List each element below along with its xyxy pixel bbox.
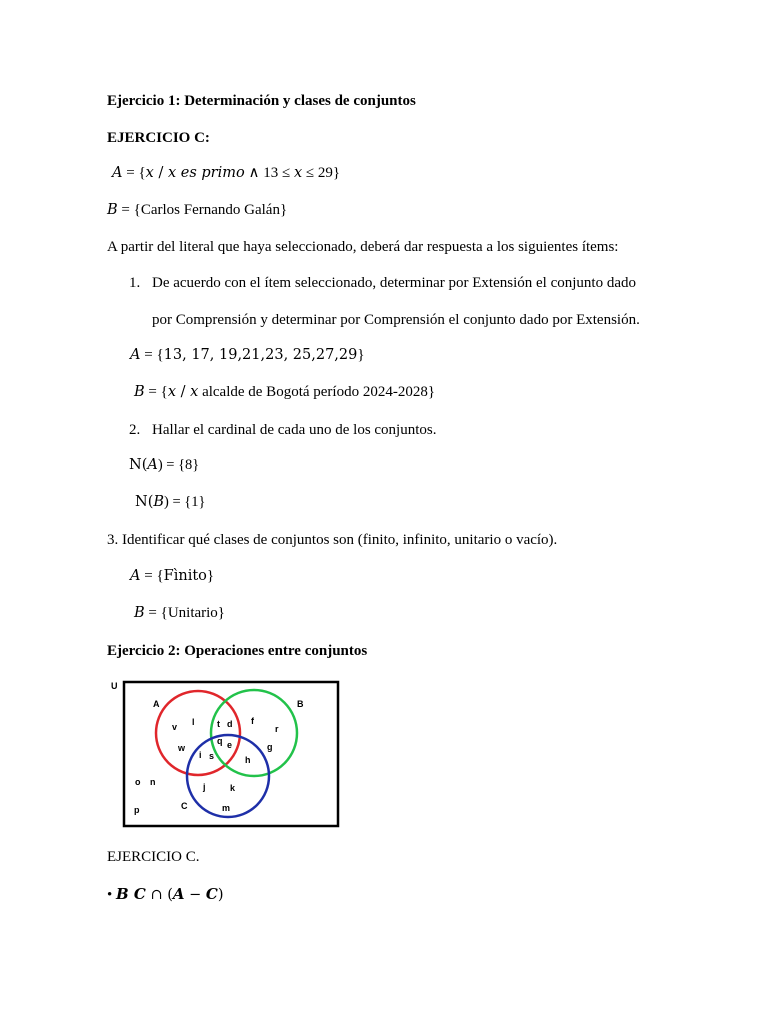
var-x: x [167,384,177,400]
set-b-content: = {Carlos Fernando Galán} [117,202,288,218]
element-w: w [178,743,186,753]
bullet: • [107,887,117,903]
element-t: t [217,719,220,729]
predicate-prime: es primo [176,165,245,181]
element-q: q [217,736,223,746]
element-r: r [275,724,279,734]
var-x: x [167,165,177,181]
expr-a: A [172,885,185,903]
instructions-text: A partir del literal que haya seleccionado, deberá dar respuesta a los siguientes ítems: [107,239,619,255]
answer-a-extension [130,346,365,364]
answer-b-comprehension [134,383,435,401]
set-a-label: A [153,699,160,709]
set-b-name: B [134,384,145,400]
element-o: o [135,777,141,787]
set-a-name: A [130,347,141,363]
universe-label: U [111,681,118,691]
set-b-predicate: alcalde de Bogotá período 2024-2028} [198,384,436,400]
set-c-label: C [181,801,188,811]
open-brace: = { [144,384,168,400]
exercise-1-subtitle: EJERCICIO C: [107,130,210,146]
set-a-values: 13, 17, 19,21,23, 25,27,29 [163,347,358,363]
set-b-circle [211,690,297,776]
exercise-2-subtitle: EJERCICIO C. [107,849,200,865]
set-a-open: = { [122,165,146,181]
expr-c: C [205,885,218,903]
element-l: l [192,717,195,727]
item-1-number: 1. [129,275,141,291]
element-p: p [134,805,140,815]
set-a-name: A [147,457,158,473]
set-a-circle [156,691,240,775]
slash: / [153,165,168,181]
var-x: x [145,165,154,181]
class-b-value: = {Unitario} [144,605,226,621]
element-f: f [251,716,254,726]
expr-lhs: B C [116,885,146,903]
condition: ∧ 13 ≤ [244,165,294,181]
class-b [134,604,225,622]
close-brace: } [206,568,215,584]
cardinal-b-value: ) = {1} [164,494,206,510]
class-a-value: Fìnito [163,568,207,584]
set-b-label: B [297,699,304,709]
element-j: j [203,782,206,792]
element-h: h [245,755,251,765]
cardinal-b [135,493,205,511]
element-s: s [209,751,215,761]
element-n: n [150,777,156,787]
venn-diagram [106,676,346,832]
element-v: v [172,722,178,732]
class-a [130,567,214,585]
element-k: k [230,783,236,793]
set-b-name: B [153,494,165,510]
element-m: m [222,803,231,813]
item-1-line-2: por Comprensión y determinar por Comprensión el conjunto dado por Extensión. [152,312,640,328]
item-2-text: Hallar el cardinal de cada uno de los conjuntos. [152,422,437,438]
exercise-1-title: Ejercicio 1: Determinación y clases de conjuntos [107,93,416,109]
condition-end: ≤ 29} [302,165,341,181]
expr-minus: − [184,887,206,903]
var-x: x [190,384,199,400]
cardinal-prefix: N( [135,494,154,510]
cardinal-a-value: ) = {8} [157,457,200,473]
open-brace: = { [140,347,164,363]
expr-intersection: ∩ ( [145,887,173,903]
item-2-number: 2. [129,422,141,438]
close-brace: } [357,347,365,363]
set-a-name: A [130,568,141,584]
exercise-2-title: Ejercicio 2: Operaciones entre conjuntos [107,643,368,659]
cardinal-prefix: N( [129,457,148,473]
set-a-definition [112,164,340,182]
set-b-name: B [134,605,145,621]
set-b-definition [107,201,287,219]
set-expression [107,885,224,904]
expr-close: ) [217,887,224,903]
cardinal-a [129,456,199,474]
element-d: d [227,719,233,729]
element-e: e [227,740,233,750]
item-1-line-1: De acuerdo con el ítem seleccionado, determinar por Extensión el conjunto dado [152,275,636,291]
slash: / [176,384,191,400]
element-i: i [199,750,202,760]
var-x: x [293,165,303,181]
element-g: g [267,742,273,752]
item-3-text: 3. Identificar qué clases de conjuntos son (finito, infinito, unitario o vacío). [107,532,558,548]
open-brace: = { [140,568,164,584]
set-b-name: B [107,202,118,218]
set-a-name: A [112,165,123,181]
